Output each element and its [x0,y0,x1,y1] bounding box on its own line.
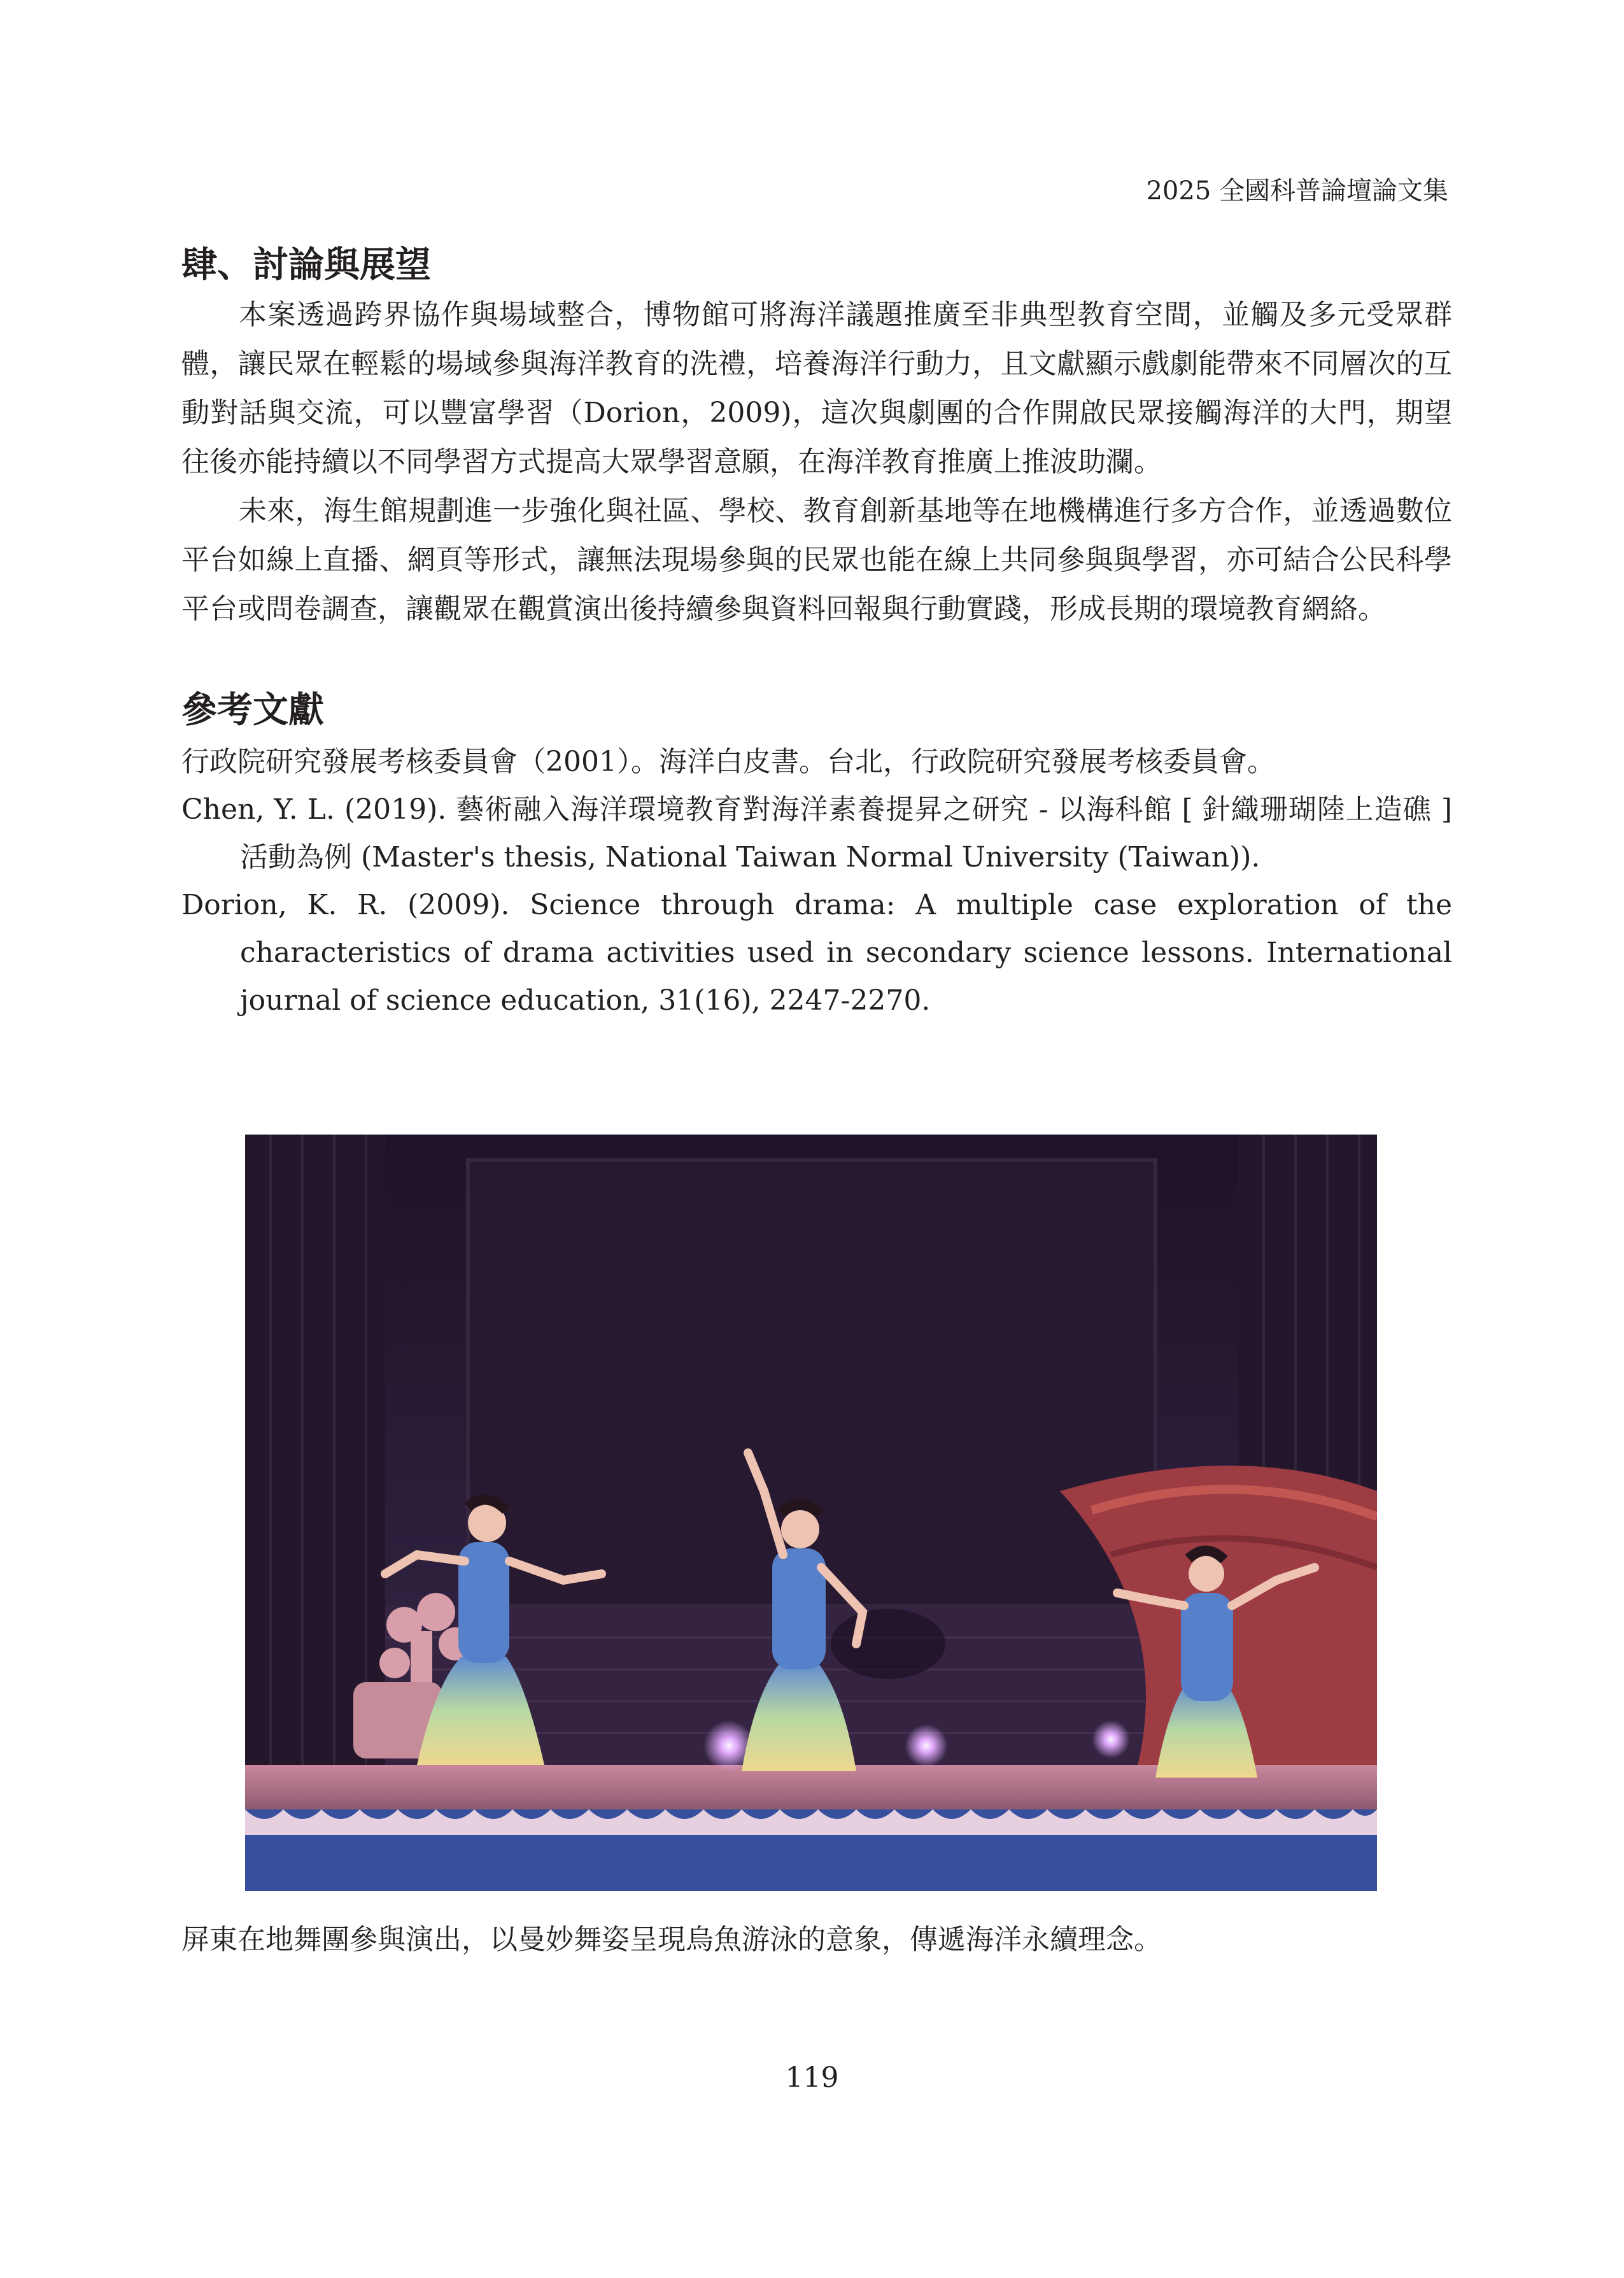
reference-item: Chen, Y. L. (2019). 藝術融入海洋環境教育對海洋素養提昇之研究 - 以海科館 [ 針織珊瑚陸上造礁 ] 活動為例 (Master's thesis, National Taiwan Normal University (Taiwan)). [181,793,1452,874]
running-header: 2025 全國科普論壇論文集 [1146,176,1448,206]
page-body [181,239,1452,1024]
reference-list [181,738,1452,1024]
dance-performance-photo [245,1135,1377,1891]
reference-item: Dorion, K. R. (2009). Science through drama: A multiple case exploration of the characteristics of drama activities used in secondary science lessons. International journal of science education, 31(16), 2247-2270. [181,889,1452,1017]
discussion-paragraph-2: 未來，海生館規劃進一步強化與社區、學校、教育創新基地等在地機構進行多方合作，並透過數位平台如線上直播、網頁等形式，讓無法現場參與的民眾也能在線上共同參與與學習，亦可結合公民科學平台或問卷調查，讓觀眾在觀賞演出後持續參與資料回報與行動實踐，形成長期的環境教育網絡。 [181,495,1452,625]
discussion-paragraph-1: 本案透過跨界協作與場域整合，博物館可將海洋議題推廣至非典型教育空間，並觸及多元受眾群體，讓民眾在輕鬆的場域參與海洋教育的洗禮，培養海洋行動力，且文獻顯示戲劇能帶來不同層次的互動對話與交流，可以豐富學習（Dorion，2009)，這次與劇團的合作開啟民眾接觸海洋的大門，期望往後亦能持續以不同學習方式提高大眾學習意願，在海洋教育推廣上推波助瀾。 [181,299,1452,478]
figure-caption: 屏東在地舞團參與演出，以曼妙舞姿呈現烏魚游泳的意象，傳遞海洋永續理念。 [181,1923,1162,1956]
references-heading: 參考文獻 [181,689,324,731]
page-number: 119 [785,2062,839,2094]
reference-item: 行政院研究發展考核委員會（2001）。海洋白皮書。台北，行政院研究發展考核委員會。 [181,746,1275,778]
discussion-heading: 肆、討論與展望 [181,244,431,286]
